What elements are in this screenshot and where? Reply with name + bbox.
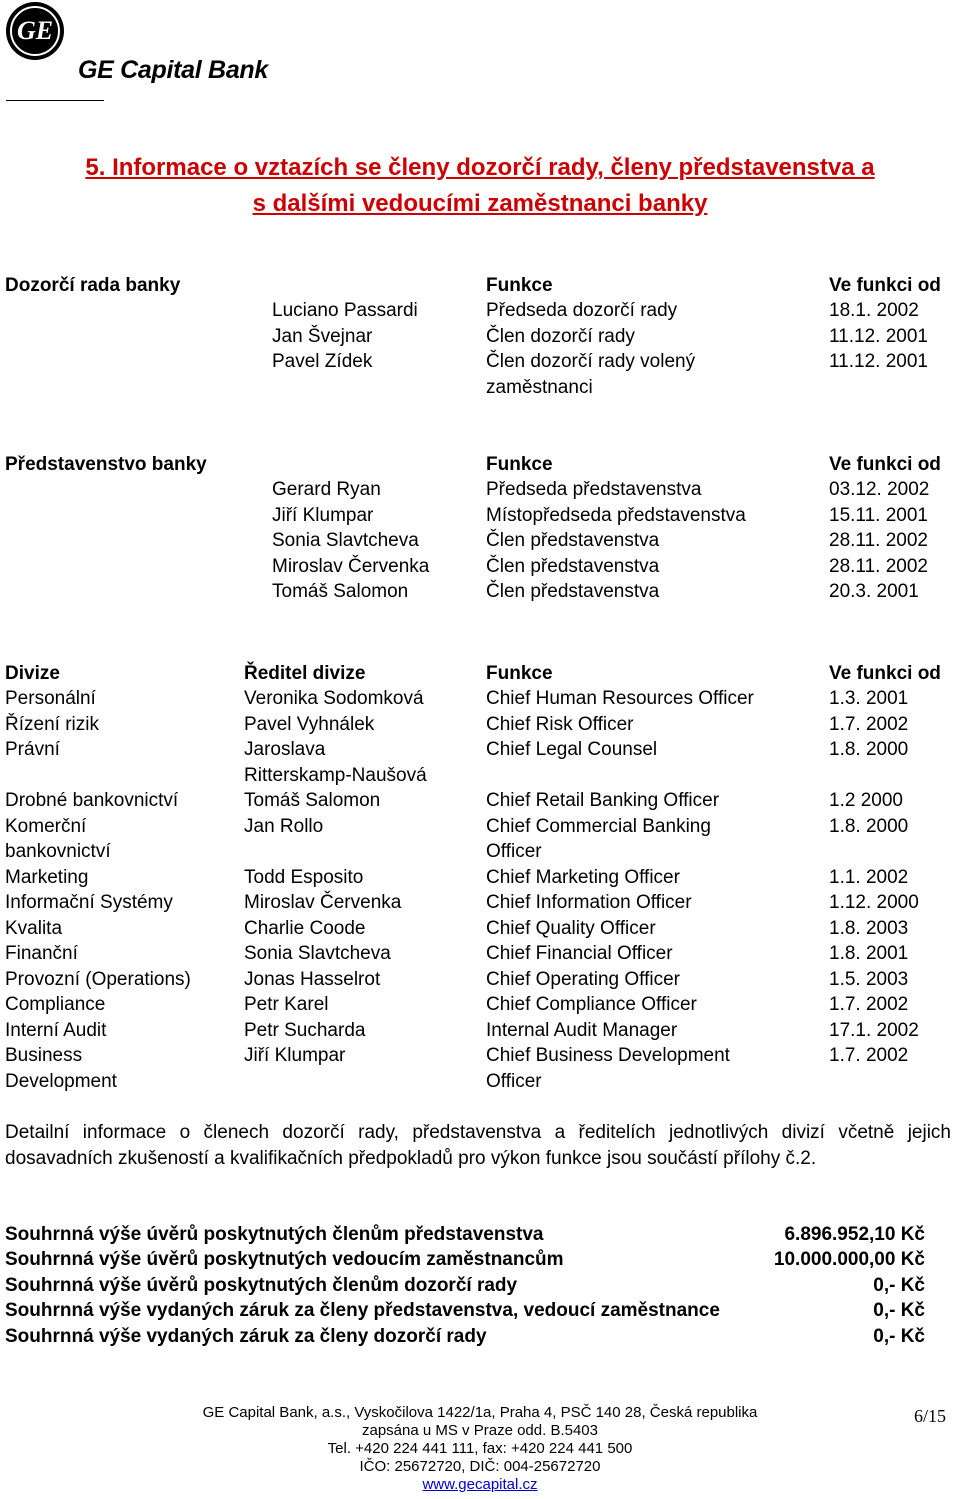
member-function: Člen dozorčí rady xyxy=(486,326,635,347)
summary-label: Souhrnná výše úvěrů poskytnutých členům dozorčí rady xyxy=(5,1275,518,1296)
since-header: Ve funkci od xyxy=(829,663,941,684)
division-function: Internal Audit Manager xyxy=(486,1020,678,1041)
director-name: Petr Karel xyxy=(244,994,329,1015)
division-since: 1.3. 2001 xyxy=(829,688,909,709)
director-name: Miroslav Červenka xyxy=(244,892,402,913)
division-name: Kvalita xyxy=(5,918,63,939)
director-name: Jan Rollo xyxy=(244,816,324,837)
division-function-cont: Officer xyxy=(486,841,542,862)
division-name: Informační Systémy xyxy=(5,892,173,913)
member-function: Člen dozorčí rady volený xyxy=(486,351,696,372)
member-since: 18.1. 2002 xyxy=(829,300,919,321)
division-since: 1.8. 2003 xyxy=(829,918,909,939)
footer-phone: Tel. +420 224 441 111, fax: +420 224 441 500 xyxy=(327,1440,633,1457)
division-function: Chief Compliance Officer xyxy=(486,994,697,1015)
director-name: Tomáš Salomon xyxy=(244,790,381,811)
summary-row xyxy=(5,1222,925,1247)
footer-address: GE Capital Bank, a.s., Vyskočilova 1422/1a, Praha 4, PSČ 140 28, Česká republika xyxy=(202,1404,758,1421)
summary-value: 10.000.000,00 Kč xyxy=(773,1249,925,1270)
division-since: 1.7. 2002 xyxy=(829,714,909,735)
member-since: 03.12. 2002 xyxy=(829,479,930,500)
section-title xyxy=(0,150,960,222)
division-since: 1.8. 2000 xyxy=(829,816,909,837)
member-name: Pavel Zídek xyxy=(272,351,373,372)
division-since: 1.5. 2003 xyxy=(829,969,909,990)
board-function-header: Funkce xyxy=(486,454,553,475)
division-function: Chief Business Development xyxy=(486,1045,730,1066)
logo-monogram-text: GE xyxy=(16,16,54,45)
member-name: Gerard Ryan xyxy=(272,479,381,500)
board-since-header: Ve funkci od xyxy=(829,454,941,475)
director-name-cont: Ritterskamp-Naušová xyxy=(244,765,427,786)
director-name: Petr Sucharda xyxy=(244,1020,366,1041)
division-since: 1.7. 2002 xyxy=(829,994,909,1015)
division-since: 1.8. 2000 xyxy=(829,739,909,760)
director-name: Jaroslava xyxy=(244,739,326,760)
summary-label: Souhrnná výše vydaných záruk za členy dozorčí rady xyxy=(5,1326,487,1347)
summary-row xyxy=(5,1298,925,1323)
division-name: Drobné bankovnictví xyxy=(5,790,179,811)
summary-row xyxy=(5,1247,925,1272)
member-name: Tomáš Salomon xyxy=(272,581,409,602)
division-since: 1.12. 2000 xyxy=(829,892,919,913)
summary-value: 0,- Kč xyxy=(873,1275,925,1296)
division-name: Business xyxy=(5,1045,83,1066)
director-name: Jonas Hasselrot xyxy=(244,969,381,990)
member-function: Člen představenstva xyxy=(486,556,660,577)
division-function: Chief Risk Officer xyxy=(486,714,634,735)
division-name: Finanční xyxy=(5,943,78,964)
member-function-cont: zaměstnanci xyxy=(486,377,593,398)
summary-row xyxy=(5,1324,925,1349)
member-function: Předseda dozorčí rady xyxy=(486,300,678,321)
board-group-header: Představenstvo banky xyxy=(5,454,207,475)
division-function: Chief Legal Counsel xyxy=(486,739,658,760)
member-since: 11.12. 2001 xyxy=(829,326,928,347)
member-function: Člen představenstva xyxy=(486,581,660,602)
member-since: 15.11. 2001 xyxy=(829,505,928,526)
ge-logo xyxy=(6,2,64,60)
summary-value: 0,- Kč xyxy=(873,1300,925,1321)
division-header: Divize xyxy=(5,663,60,684)
summary-value: 6.896.952,10 Kč xyxy=(784,1224,925,1245)
division-function: Chief Human Resources Officer xyxy=(486,688,754,709)
division-function: Chief Information Officer xyxy=(486,892,692,913)
member-since: 11.12. 2001 xyxy=(829,351,928,372)
division-function: Chief Retail Banking Officer xyxy=(486,790,720,811)
director-name: Jiří Klumpar xyxy=(244,1045,346,1066)
footer-registration: zapsána u MS v Praze odd. B.5403 xyxy=(362,1422,598,1439)
summary-row xyxy=(5,1273,925,1298)
section-title-line-2: s dalšími vedoucími zaměstnanci banky xyxy=(252,190,708,217)
division-since: 1.1. 2002 xyxy=(829,867,909,888)
member-function: Člen představenstva xyxy=(486,530,660,551)
division-name: Právní xyxy=(5,739,60,760)
division-since: 1.8. 2001 xyxy=(829,943,909,964)
brand-name: GE Capital Bank xyxy=(78,56,268,84)
member-since: 28.11. 2002 xyxy=(829,530,928,551)
division-name-cont: Development xyxy=(5,1071,117,1092)
division-name: Marketing xyxy=(5,867,89,888)
footer-ids: IČO: 25672720, DIČ: 004-25672720 xyxy=(359,1458,601,1475)
division-function: Chief Financial Officer xyxy=(486,943,673,964)
division-since: 1.2 2000 xyxy=(829,790,903,811)
director-header: Ředitel divize xyxy=(244,663,366,684)
brand-divider xyxy=(6,100,104,101)
page-footer xyxy=(150,1404,810,1494)
division-name: Personální xyxy=(5,688,96,709)
division-name: Řízení rizik xyxy=(5,714,99,735)
member-name: Jan Švejnar xyxy=(272,326,373,347)
director-name: Todd Esposito xyxy=(244,867,364,888)
summary-label: Souhrnná výše úvěrů poskytnutých členům představenstva xyxy=(5,1224,544,1245)
director-name: Pavel Vyhnálek xyxy=(244,714,375,735)
division-name: Komerční xyxy=(5,816,87,837)
division-function-cont: Officer xyxy=(486,1071,542,1092)
footer-website-link[interactable]: www.gecapital.cz xyxy=(422,1476,538,1493)
member-since: 20.3. 2001 xyxy=(829,581,919,602)
section-title-line-1: 5. Informace o vztazích se členy dozorčí rady, členy představenstva a xyxy=(85,154,875,181)
division-function: Chief Operating Officer xyxy=(486,969,680,990)
director-name: Veronika Sodomková xyxy=(244,688,424,709)
member-function: Předseda představenstva xyxy=(486,479,702,500)
supervisory-function-header: Funkce xyxy=(486,275,553,296)
summary-label: Souhrnná výše vydaných záruk za členy představenstva, vedoucí zaměstnance xyxy=(5,1300,720,1321)
division-name: Interní Audit xyxy=(5,1020,107,1041)
division-name-cont: bankovnictví xyxy=(5,841,111,862)
function-header: Funkce xyxy=(486,663,553,684)
ge-monogram-icon xyxy=(6,2,64,60)
division-since: 17.1. 2002 xyxy=(829,1020,919,1041)
member-name: Miroslav Červenka xyxy=(272,556,430,577)
summary-label: Souhrnná výše úvěrů poskytnutých vedoucím zaměstnancům xyxy=(5,1249,564,1270)
member-function: Místopředseda představenstva xyxy=(486,505,746,526)
division-since: 1.7. 2002 xyxy=(829,1045,909,1066)
details-paragraph: Detailní informace o členech dozorčí rady, představenstva a ředitelích jednotlivých divizí včetně jejich dosavadních zkušeností a kvalifikačních předpokladů pro výkon funkce jsou součástí přílohy č.2. xyxy=(5,1122,951,1169)
division-name: Compliance xyxy=(5,994,106,1015)
summary-value: 0,- Kč xyxy=(873,1326,925,1347)
division-function: Chief Marketing Officer xyxy=(486,867,680,888)
supervisory-group-header: Dozorčí rada banky xyxy=(5,275,181,296)
division-function: Chief Commercial Banking xyxy=(486,816,711,837)
member-name: Luciano Passardi xyxy=(272,300,418,321)
member-since: 28.11. 2002 xyxy=(829,556,928,577)
director-name: Charlie Coode xyxy=(244,918,366,939)
division-name: Provozní (Operations) xyxy=(5,969,191,990)
page-number: 6/15 xyxy=(914,1406,947,1426)
member-name: Sonia Slavtcheva xyxy=(272,530,419,551)
member-name: Jiří Klumpar xyxy=(272,505,374,526)
director-name: Sonia Slavtcheva xyxy=(244,943,391,964)
division-function: Chief Quality Officer xyxy=(486,918,656,939)
supervisory-since-header: Ve funkci od xyxy=(829,275,941,296)
